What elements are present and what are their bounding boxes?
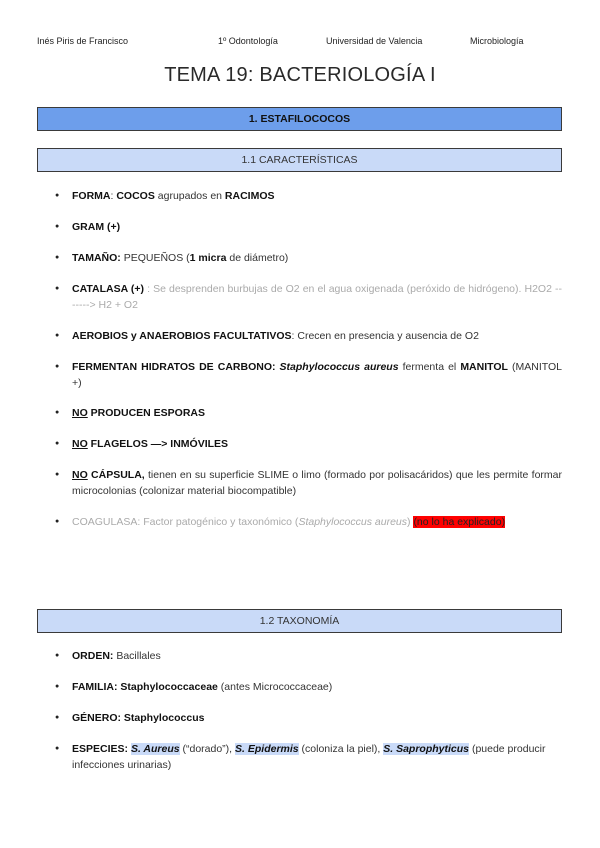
header-course: 1º Odontología: [218, 36, 278, 46]
list-item-fermentan: ● FERMENTAN HIDRATOS DE CARBONO: Staphylococcus aureus fermenta el MANITOL (MANITOL +): [72, 359, 562, 391]
list-item-especies: ● ESPECIES: S. Aureus (“dorado”), S. Epidermis (coloniza la piel), S. Saprophyticus (puede producir infecciones urinarias): [72, 741, 562, 773]
list-item-coagulasa: ● COAGULASA: Factor patogénico y taxonómico (Staphylococcus aureus) (no lo ha explicado): [72, 514, 562, 530]
header-university: Universidad de Valencia: [326, 36, 423, 46]
list-item-esporas: ● NO PRODUCEN ESPORAS: [72, 405, 562, 421]
list-item-genero: ● GÉNERO: Staphylococcus: [72, 710, 562, 726]
header-subject: Microbiología: [470, 36, 524, 46]
header-author: Inés Piris de Francisco: [37, 36, 129, 46]
list-item-capsula: ● NO CÁPSULA, tienen en su superficie SLIME o limo (formado por polisacáridos) que les permite formar microcolonias (colonizar material biocompatible): [72, 467, 562, 499]
list-item-catalasa: ● CATALASA (+) : Se desprenden burbujas de O2 en el agua oxigenada (peróxido de hidrógeno). H2O2 -------> H2 + O2: [72, 281, 562, 313]
list-item-gram: ● GRAM (+): [72, 219, 562, 235]
subsection-heading-characteristics: 1.1 CARACTERÍSTICAS: [37, 148, 562, 172]
list-item-aerobios: ● AEROBIOS y ANAEROBIOS FACULTATIVOS: Crecen en presencia y ausencia de O2: [72, 328, 562, 344]
not-explained-note: (no lo ha explicado): [413, 516, 506, 528]
subsection-heading-taxonomy: 1.2 TAXONOMÍA: [37, 609, 562, 633]
list-item-forma: ● FORMA: COCOS agrupados en RACIMOS: [72, 188, 562, 204]
list-item-familia: ● FAMILIA: Staphylococcaceae (antes Micrococcaceae): [72, 679, 562, 695]
page-header: [0, 36, 600, 50]
section-heading: 1. ESTAFILOCOCOS: [37, 107, 562, 131]
list-item-tamano: ● TAMAÑO: PEQUEÑOS (1 micra de diámetro): [72, 250, 562, 266]
list-item-orden: ● ORDEN: Bacillales: [72, 648, 562, 664]
list-item-flagelos: ● NO FLAGELOS —> INMÓVILES: [72, 436, 562, 452]
page-title: TEMA 19: BACTERIOLOGÍA I: [164, 64, 436, 86]
